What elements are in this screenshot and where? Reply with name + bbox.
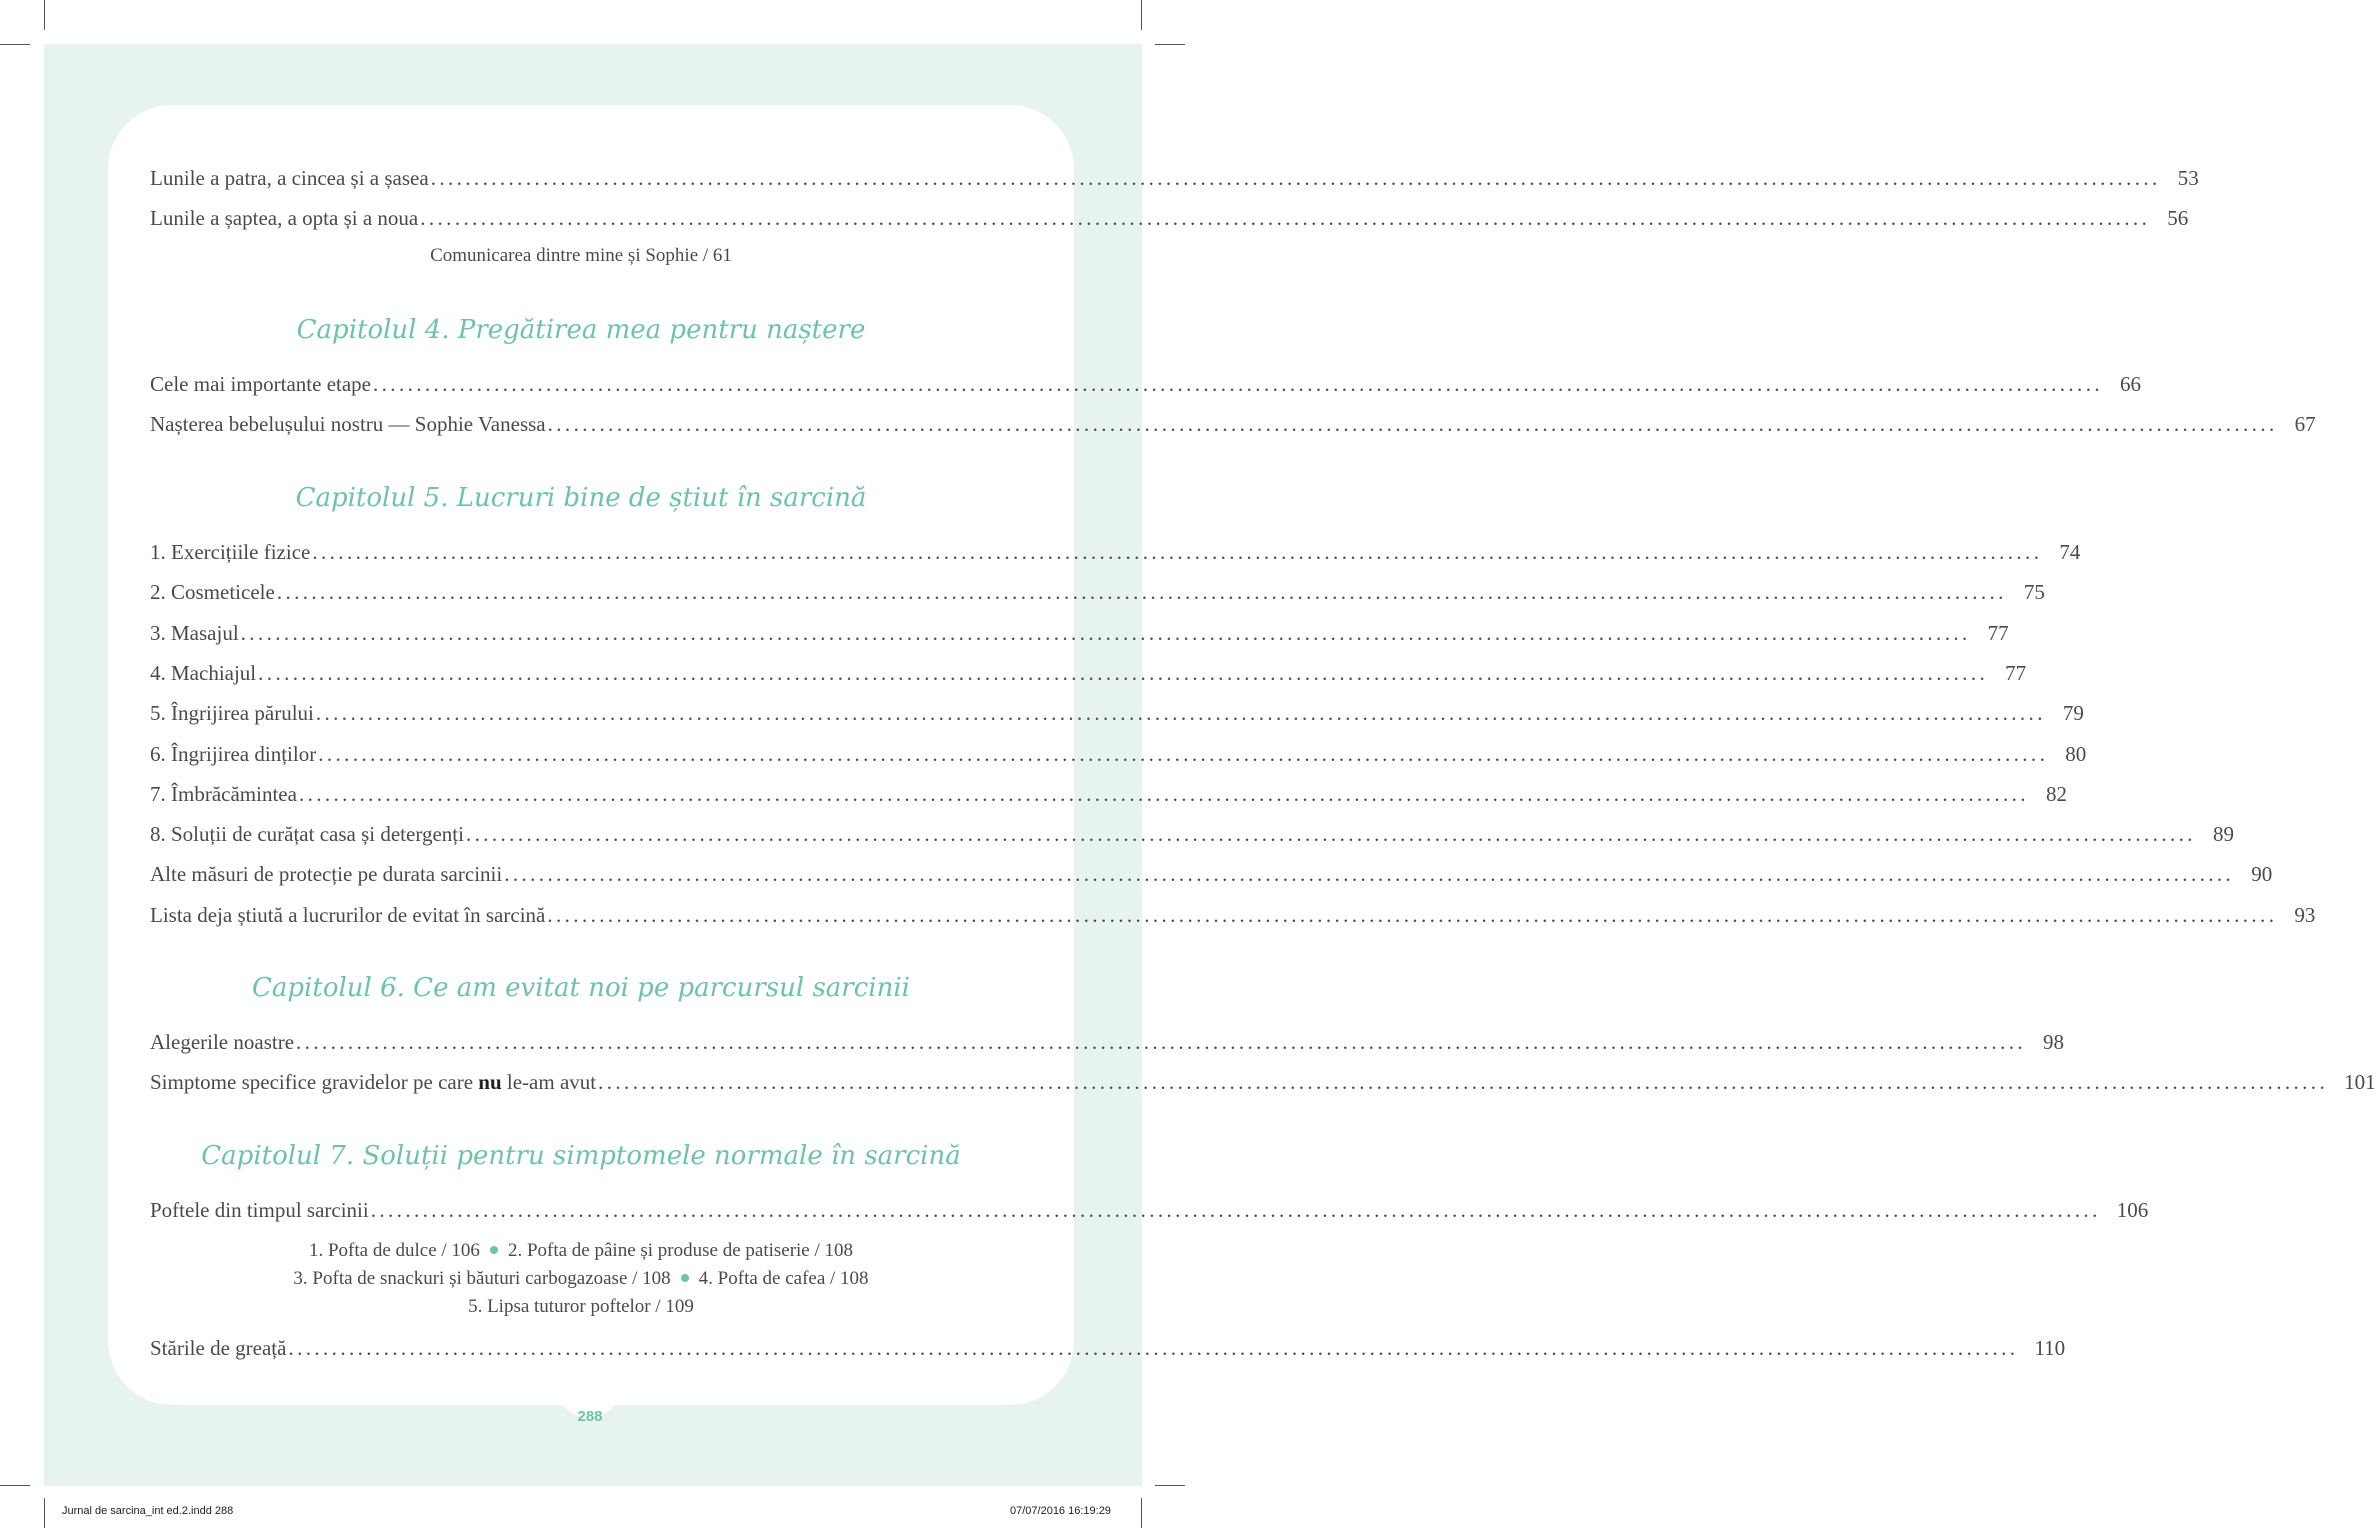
toc-entry — [150, 778, 2067, 810]
subentry: 4. Pofta de cafea / 108 — [698, 1268, 869, 1289]
toc-entry-page: 77 — [1987, 621, 2009, 645]
print-slug-timestamp: 07/07/2016 16:19:29 — [1010, 1505, 1111, 1517]
toc-subentry-line — [150, 1265, 1012, 1293]
toc-entry — [150, 1066, 2376, 1098]
print-slug-file: Jurnal de sarcina_int ed.2.indd 288 — [62, 1505, 234, 1517]
chapter-heading: Capitolul 5. Lucruri bine de știut în sarcină — [295, 483, 867, 513]
toc-entry-page: 75 — [2023, 580, 2045, 604]
toc-entry — [150, 738, 2087, 770]
toc-entry-page: 56 — [2167, 206, 2189, 230]
toc-entry-title: 6. Îngrijirea dinților — [150, 742, 317, 766]
toc-entry-page: 74 — [2059, 540, 2081, 564]
dot-leader: ........................................................................................................................................................................................................ — [430, 166, 2161, 190]
toc-entry-page: 66 — [2120, 372, 2141, 396]
chapter-heading: Capitolul 4. Pregătirea mea pentru naștere — [296, 315, 866, 345]
toc-entry-title: 7. Îmbrăcămintea — [150, 782, 297, 806]
toc-entry — [150, 1026, 2065, 1058]
toc-entry-page: 82 — [2045, 782, 2067, 806]
toc-entry — [150, 818, 2234, 850]
toc-entry-page: 79 — [2062, 701, 2084, 725]
toc-entry-page: 110 — [2034, 1336, 2066, 1360]
toc-entry-title: Poftele din timpul sarcinii — [150, 1198, 369, 1222]
toc-entry-title: 3. Masajul — [150, 621, 239, 645]
toc-entry — [150, 202, 2189, 234]
toc-entry-page: 101 — [2344, 1070, 2376, 1094]
dot-leader: ........................................................................................................................................................................................................ — [288, 1336, 2019, 1360]
toc-subentry-line — [150, 1293, 1012, 1321]
toc-entry — [150, 899, 2316, 931]
dot-leader: ........................................................................................................................................................................................................ — [258, 661, 1989, 685]
toc-entry — [150, 1194, 2149, 1226]
dot-leader: ........................................................................................................................................................................................................ — [370, 1198, 2101, 1222]
dot-leader: ........................................................................................................................................................................................................ — [296, 1030, 2027, 1054]
subentry: 3. Pofta de snackuri și băuturi carbogazoase / 108 — [293, 1268, 671, 1289]
bullet-icon — [681, 1274, 689, 1282]
page-number: 288 — [577, 1408, 603, 1425]
toc-entry — [150, 697, 2084, 729]
title-part: Simptome specifice gravidelor pe care — [150, 1070, 479, 1094]
dot-leader: ........................................................................................................................................................................................................ — [315, 701, 2046, 725]
toc-subentry: Comunicarea dintre mine și Sophie / 61 — [430, 245, 732, 266]
toc-entry-page: 53 — [2177, 166, 2199, 190]
toc-subentry-line — [150, 1237, 1012, 1265]
subentry: 1. Pofta de dulce / 106 — [308, 1240, 480, 1261]
toc-entry-title — [150, 1066, 596, 1098]
toc-entry-title: Alte măsuri de protecție pe durata sarcinii — [150, 862, 503, 886]
dot-leader: ........................................................................................................................................................................................................ — [420, 206, 2151, 230]
chapter-heading: Capitolul 6. Ce am evitat noi pe parcursul sarcinii — [252, 973, 910, 1003]
dot-leader: ........................................................................................................................................................................................................ — [298, 782, 2029, 806]
bullet-icon — [490, 1246, 498, 1254]
crop-mark — [44, 1498, 45, 1528]
subentry: 2. Pofta de pâine și produse de patiserie / 108 — [507, 1240, 854, 1261]
toc-entry — [150, 657, 2027, 689]
toc-entry-title: Nașterea bebelușului nostru — Sophie Vanessa — [150, 412, 546, 436]
toc-entry — [150, 162, 2199, 194]
toc-entry-title: Lista deja știută a lucrurilor de evitat în sarcină — [150, 903, 546, 927]
toc-entry-title: 1. Exercițiile fizice — [150, 540, 311, 564]
toc-entry — [150, 536, 2081, 568]
crop-mark — [44, 0, 45, 30]
toc-entry-page: 89 — [2212, 822, 2234, 846]
subentry: 5. Lipsa tuturor poftelor / 109 — [468, 1296, 694, 1317]
toc-entry-page: 93 — [2294, 903, 2316, 927]
chapter-heading: Capitolul 7. Soluții pentru simptomele normale în sarcină — [201, 1141, 961, 1171]
toc-entry-title: 8. Soluții de curățat casa și detergenți — [150, 822, 464, 846]
toc-entry — [150, 617, 2009, 649]
toc-entry-title: Alegerile noastre — [150, 1030, 295, 1054]
toc-entry-page: 90 — [2251, 862, 2273, 886]
dot-leader: ........................................................................................................................................................................................................ — [318, 742, 2049, 766]
toc-entry-title: Cele mai importante etape — [150, 372, 371, 396]
crop-mark — [1141, 1498, 1142, 1528]
dot-leader: ........................................................................................................................................................................................................ — [465, 822, 2196, 846]
crop-mark — [1141, 0, 1142, 30]
toc-entry — [150, 858, 2273, 890]
dot-leader: ........................................................................................................................................................................................................ — [547, 903, 2278, 927]
crop-mark — [1155, 1485, 1185, 1486]
toc-entry-page: 80 — [2065, 742, 2087, 766]
dot-leader: ........................................................................................................................................................................................................ — [547, 412, 2278, 436]
toc-entry-page: 67 — [2294, 412, 2316, 436]
dot-leader: ........................................................................................................................................................................................................ — [598, 1070, 2329, 1094]
toc-entry-page: 106 — [2116, 1198, 2149, 1222]
title-emphasis: nu — [478, 1070, 502, 1094]
crop-mark — [1155, 44, 1185, 45]
toc-entry — [150, 368, 2141, 400]
toc-entry-title: Stările de greață — [150, 1336, 287, 1360]
dot-leader: ........................................................................................................................................................................................................ — [504, 862, 2235, 886]
crop-mark — [0, 1485, 30, 1486]
toc-entry — [150, 408, 2316, 440]
dot-leader: ........................................................................................................................................................................................................ — [373, 372, 2103, 396]
toc-entry-title: 5. Îngrijirea părului — [150, 701, 314, 725]
toc-entry-page: 77 — [2005, 661, 2027, 685]
toc-entry-title: 2. Cosmeticele — [150, 580, 275, 604]
crop-mark — [0, 44, 30, 45]
toc-entry-page: 98 — [2043, 1030, 2065, 1054]
dot-leader: ........................................................................................................................................................................................................ — [276, 580, 2007, 604]
toc-entry — [150, 576, 2045, 608]
dot-leader: ........................................................................................................................................................................................................ — [240, 621, 1971, 645]
toc-entry — [150, 1332, 2066, 1364]
toc-entry-title: 4. Machiajul — [150, 661, 257, 685]
title-part: le-am avut — [501, 1070, 597, 1094]
toc-entry-title: Lunile a patra, a cincea și a șasea — [150, 166, 429, 190]
dot-leader: ........................................................................................................................................................................................................ — [312, 540, 2043, 564]
toc-entry-title: Lunile a șaptea, a opta și a noua — [150, 206, 419, 230]
